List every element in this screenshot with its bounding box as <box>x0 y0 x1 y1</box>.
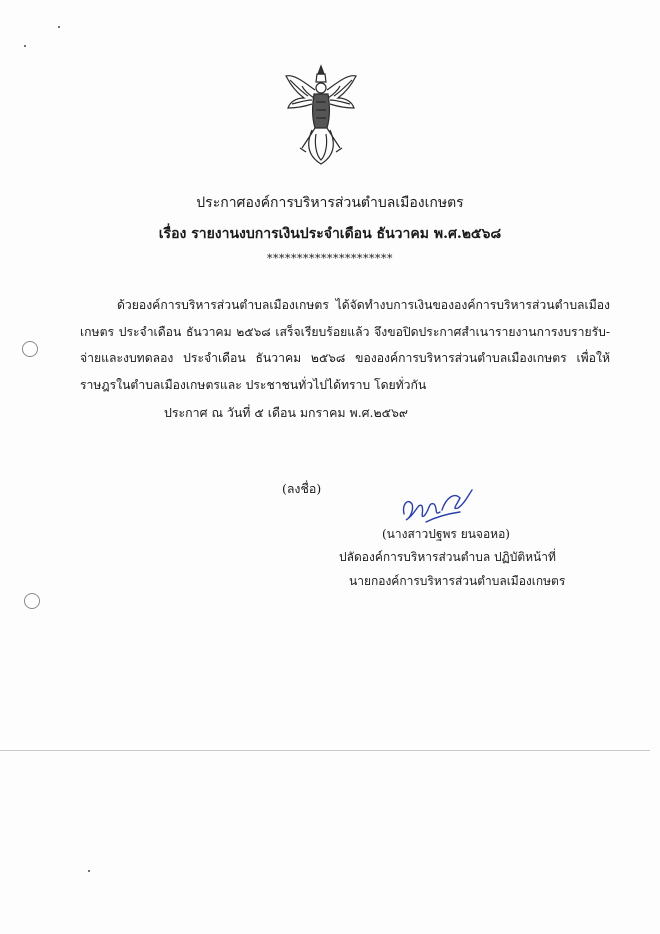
body-paragraph: ด้วยองค์การบริหารส่วนตำบลเมืองเกษตร ได้จัดทำงบการเงินขององค์การบริหารส่วนตำบลเมืองเกษตร ประจำเดือน ธันวาคม ๒๕๖๘ เสร็จเรียบร้อยแล้ว จึงขอปิดประกาศสำเนารายงานการงบรายรับ-จ่ายและงบทดลอง ประจำเดือน ธันวาคม ๒๕๖๘ ขององค์การบริหารส่วนตำบลเมืองเกษตร เพื่อให้ราษฎรในตำบลเมืองเกษตรและ ประชาชนทั่วไปได้ทราบ โดยทั่วกัน <box>80 298 610 392</box>
separator-stars: ********************* <box>267 252 393 265</box>
announcement-date: ประกาศ ณ วันที่ ๕ เดือน มกราคม พ.ศ.๒๕๖๙ <box>164 405 408 420</box>
punch-hole-mark <box>22 341 38 357</box>
announcement-title: ประกาศองค์การบริหารส่วนตำบลเมืองเกษตร <box>196 195 464 211</box>
signer-position-line1: ปลัดองค์การบริหารส่วนตำบล ปฏิบัติหน้าที่ <box>339 550 556 564</box>
scan-speck <box>24 45 26 47</box>
signer-position-line2: นายกองค์การบริหารส่วนตำบลเมืองเกษตร <box>349 574 566 588</box>
handwritten-signature <box>398 484 486 528</box>
scan-speck <box>58 26 60 28</box>
signer-name: (นางสาวปฐพร ยนจอหอ) <box>382 527 510 541</box>
garuda-emblem-icon <box>282 64 360 166</box>
scan-fold-line <box>0 750 650 751</box>
punch-hole-mark <box>24 593 40 609</box>
announcement-subject: เรื่อง รายงานงบการเงินประจำเดือน ธันวาคม พ.ศ.๒๕๖๘ <box>158 226 502 242</box>
signature-label: (ลงชื่อ) <box>282 481 322 496</box>
scan-speck <box>88 870 90 872</box>
